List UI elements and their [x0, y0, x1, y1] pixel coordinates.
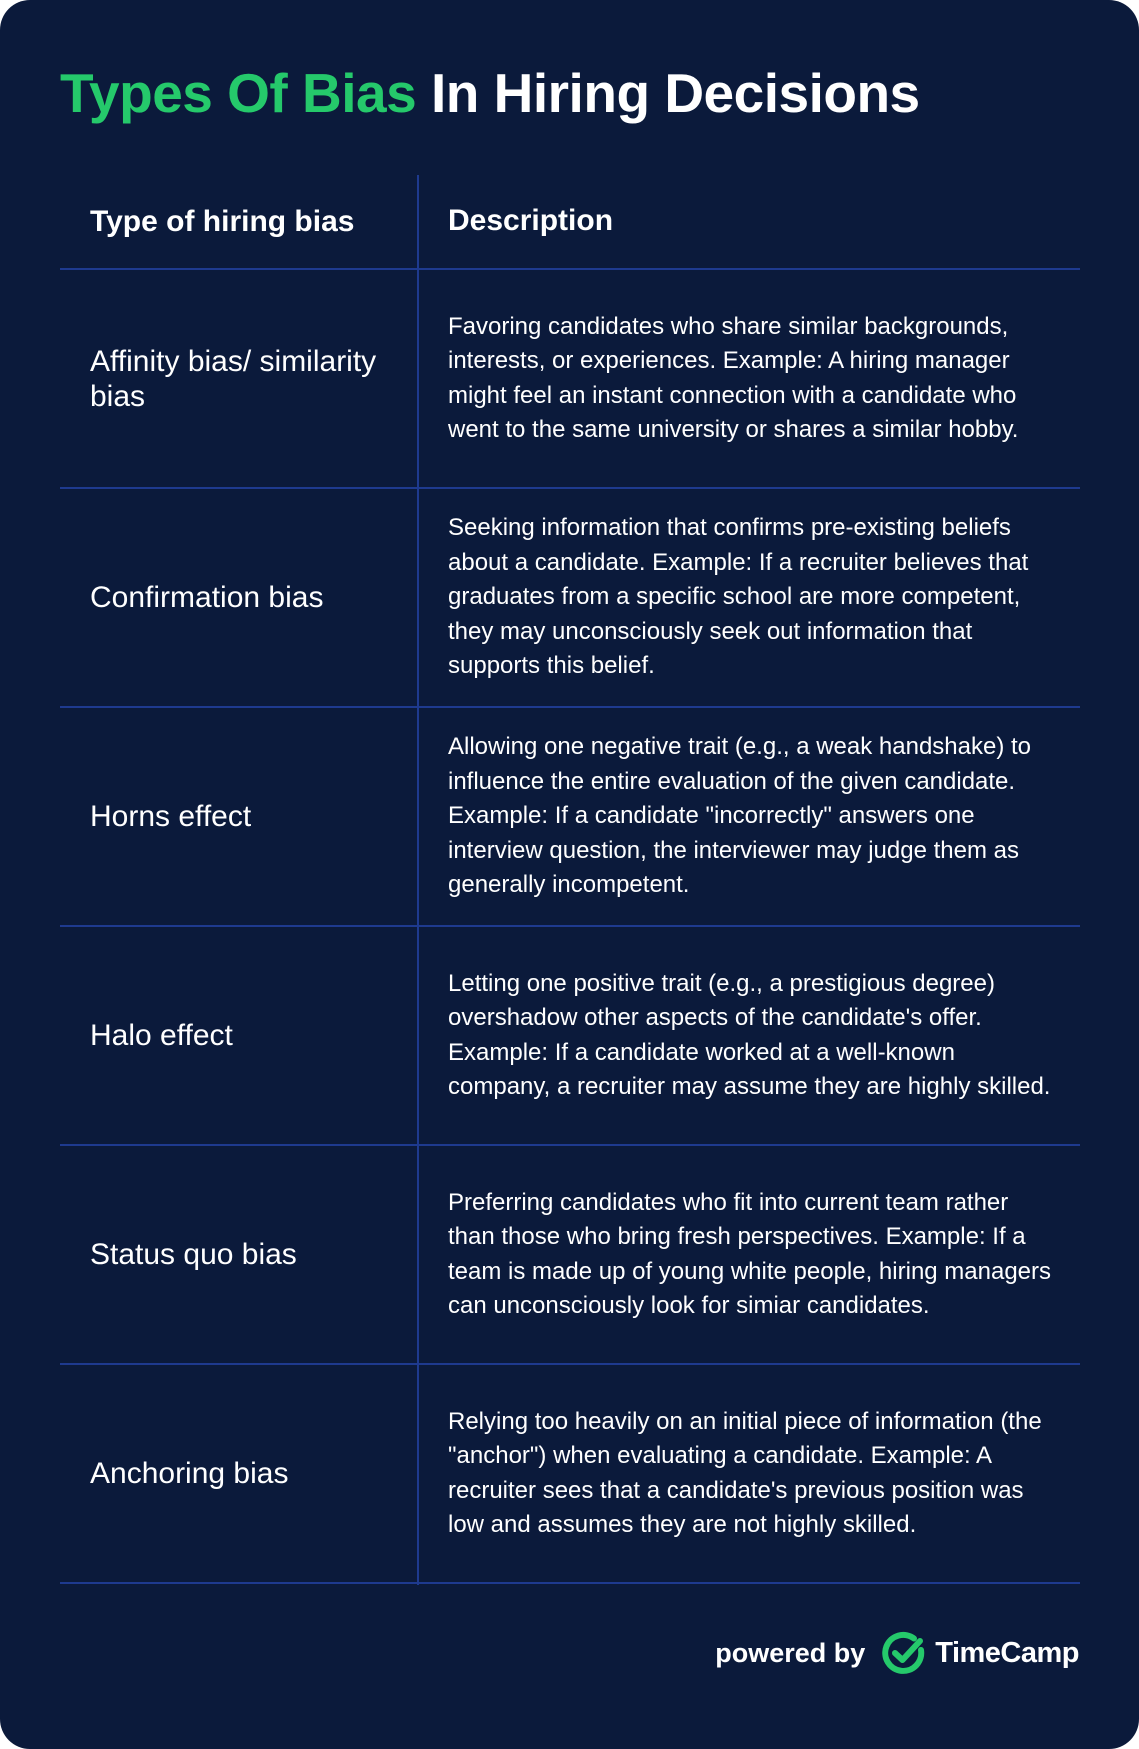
row-type: Anchoring bias	[90, 1457, 289, 1490]
footer-branding[interactable]	[715, 1628, 1079, 1678]
bias-table	[60, 175, 1080, 1584]
row-description: Letting one positive trait (e.g., a prestigious degree) overshadow other aspects of the candidate's offer. Example: If a candidate worked at a well-known company, a recruiter may assume they are highly skilled.	[448, 969, 1051, 1100]
row-type: Horns effect	[90, 800, 252, 833]
page-title	[60, 60, 920, 126]
row-type: Confirmation bias	[90, 581, 324, 614]
header-description: Description	[448, 204, 614, 238]
table-header-row	[60, 175, 1080, 270]
row-description: Relying too heavily on an initial piece of information (the "anchor") when evaluating a candidate. Example: A recruiter sees that a candidate's previous position was low and assumes they are not highly skilled.	[448, 1407, 1042, 1538]
timecamp-check-icon	[881, 1630, 927, 1676]
table-row	[60, 1146, 1080, 1365]
table-row	[60, 708, 1080, 927]
table-row	[60, 270, 1080, 489]
row-description: Favoring candidates who share similar backgrounds, interests, or experiences. Example: A hiring manager might feel an instant connection with a candidate who went to the same university or shares a similar hobby.	[448, 312, 1019, 443]
row-type: Halo effect	[90, 1019, 233, 1052]
table-row	[60, 927, 1080, 1146]
row-description: Seeking information that confirms pre-existing beliefs about a candidate. Example: If a recruiter believes that graduates from a specific school are more competent, they may unconsciously seek out information that supports this belief.	[448, 514, 1029, 680]
row-description: Preferring candidates who fit into current team rather than those who bring fresh perspectives. Example: If a team is made up of young white people, hiring managers can unconsciously look for simiar candidates.	[448, 1188, 1052, 1319]
table-row	[60, 1365, 1080, 1584]
table-row	[60, 489, 1080, 708]
brand-name: TimeCamp	[935, 1636, 1079, 1669]
row-type: Affinity bias/ similarity bias	[90, 344, 377, 413]
title-accent: Types Of Bias	[60, 62, 417, 124]
title-rest: In Hiring Decisions	[416, 62, 920, 124]
row-description: Allowing one negative trait (e.g., a weak handshake) to influence the entire evaluation of the given candidate. Example: If a candidate "incorrectly" answers one interview question, the interviewer may judge them as generally incompetent.	[448, 733, 1032, 899]
powered-by-label: powered by	[715, 1637, 866, 1668]
header-type: Type of hiring bias	[90, 205, 355, 238]
row-type: Status quo bias	[90, 1238, 297, 1271]
